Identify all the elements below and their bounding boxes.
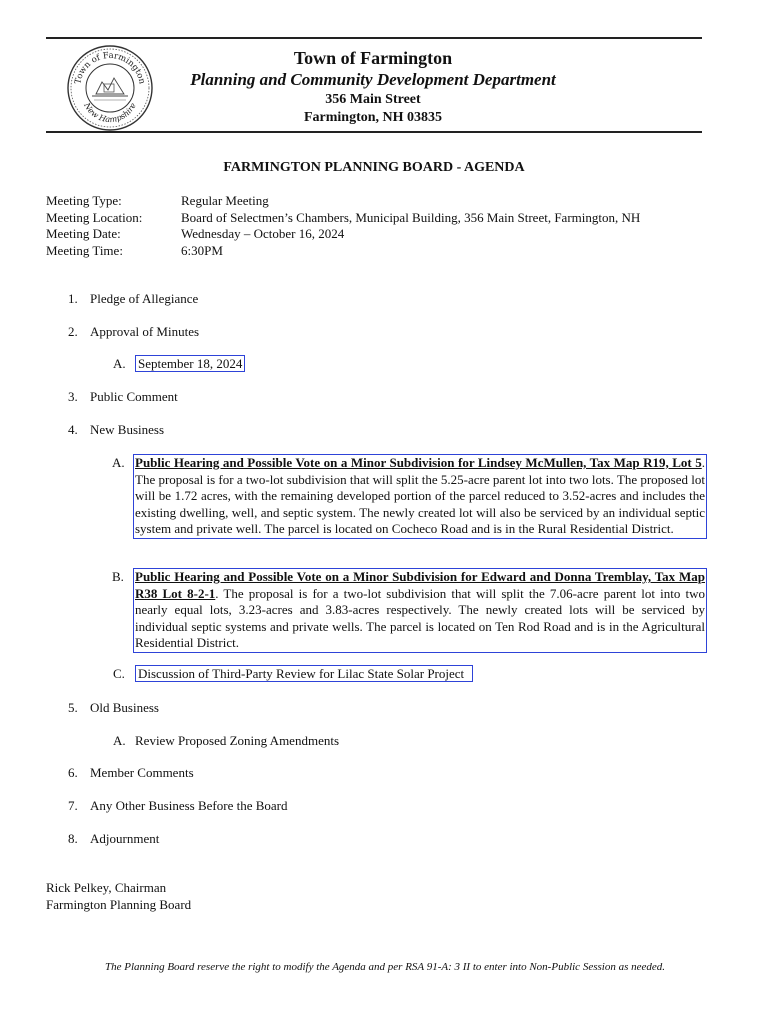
agenda-item-new-business (68, 422, 164, 439)
svg-text:New Hampshire: New Hampshire (82, 101, 138, 125)
item-number: 1. (68, 291, 78, 306)
item-number: 3. (68, 389, 78, 404)
meeting-type-value: Regular Meeting (181, 193, 269, 208)
item-number: 6. (68, 765, 78, 780)
agenda-item-other-business (68, 798, 288, 815)
item-text: Approval of Minutes (90, 324, 200, 339)
item-number: 7. (68, 798, 78, 813)
document-header (150, 47, 596, 127)
meeting-location-value: Board of Selectmen’s Chambers, Municipal Building, 356 Main Street, Farmington, NH (181, 209, 641, 225)
meeting-time-label: Meeting Time: (46, 242, 123, 258)
item-text: Old Business (90, 700, 159, 715)
agenda-item-pledge (68, 291, 198, 308)
subdivision-mcmullen-heading: Public Hearing and Possible Vote on a Minor Subdivision for Lindsey McMullen, Tax Map R19, Lot 5 (135, 455, 702, 470)
meeting-date-value: Wednesday – October 16, 2024 (181, 226, 345, 241)
item-number: 8. (68, 831, 78, 846)
town-seal-logo (66, 44, 154, 132)
header-bottom-rule (46, 131, 702, 133)
meeting-type-row (46, 193, 640, 210)
chairman-name: Rick Pelkey, Chairman (46, 880, 167, 895)
subitem-letter: A. (113, 733, 126, 748)
solar-review-link[interactable]: Discussion of Third-Party Review for Lilac State Solar Project (135, 665, 473, 682)
subitem-text: Review Proposed Zoning Amendments (135, 733, 340, 748)
item-text: Any Other Business Before the Board (90, 798, 288, 813)
agenda-item-public-comment (68, 389, 178, 406)
meeting-time-row (46, 243, 640, 260)
meeting-info (46, 193, 640, 259)
item-number: 5. (68, 700, 78, 715)
town-name: Town of Farmington (293, 48, 453, 68)
meeting-time-value: 6:30PM (181, 242, 223, 258)
item-number: 4. (68, 422, 78, 437)
item-text: New Business (90, 422, 165, 437)
subdivision-tremblay-description: . The proposal is for a two-lot subdivision that will split the 7.06-acre parent lot into two nearly equal lots, 3.23-acres and 3.83-acres respectively. The newly created lots will be serviced by individual septic systems and private wells. The parcel is located on Ten Rod Road and is in the Agricultural Residential District. (135, 585, 705, 650)
item-text: Adjournment (90, 831, 160, 846)
agenda-subitem-zoning (113, 733, 339, 750)
city-address: Farmington, NH 03835 (303, 110, 443, 125)
subdivision-tremblay-heading: Public Hearing and Possible Vote on a Minor Subdivision for Edward and Donna Tremblay, Tax Map R38 Lot 8-2-1 (135, 569, 705, 601)
subdivision-mcmullen-description: . The proposal is for a two-lot subdivision that will split the 5.25-acre parent lot into two lots. The proposed lot will be 1.72 acres, with the remaining developed portion of the parcel reduced to 3.52-acres and includes the existing dwelling, well, and septic system. The newly created lot will also be serviced by an individual septic system and private well. The parcel is located on Cocheco Road and is in the Rural Residential District. (135, 455, 705, 536)
subitem-letter: C. (113, 666, 125, 681)
agenda-item-member-comments (68, 765, 194, 782)
subdivision-mcmullen-link[interactable] (112, 454, 707, 539)
item-number: 2. (68, 324, 78, 339)
agenda-item-minutes (68, 324, 199, 341)
item-text: Member Comments (90, 765, 194, 780)
meeting-location-row (46, 210, 640, 227)
agenda-title: FARMINGTON PLANNING BOARD - AGENDA (223, 160, 525, 175)
subitem-letter: B. (112, 569, 124, 584)
meeting-location-label: Meeting Location: (46, 209, 143, 225)
subitem-letter: A. (113, 356, 126, 371)
agenda-item-old-business (68, 700, 159, 717)
item-text: Public Comment (90, 389, 178, 404)
agenda-item-adjournment (68, 831, 159, 848)
agenda-subitem-solar-review (113, 666, 473, 683)
meeting-type-label: Meeting Type: (46, 193, 122, 208)
board-name: Farmington Planning Board (46, 897, 192, 912)
footer-note: The Planning Board reserve the right to modify the Agenda and per RSA 91-A: 3 II to enter into Non-Public Session as needed. (105, 961, 665, 973)
signature-block (46, 879, 191, 913)
meeting-date-label: Meeting Date: (46, 226, 121, 241)
street-address: 356 Main Street (325, 92, 421, 107)
subdivision-tremblay-link[interactable] (112, 568, 707, 653)
meeting-date-row (46, 226, 640, 243)
agenda-subitem-minutes-date (113, 356, 245, 373)
subitem-letter: A. (112, 455, 125, 470)
svg-text:Town of Farmington: Town of Farmington (73, 50, 147, 85)
header-top-rule (46, 37, 702, 39)
department-name: Planning and Community Development Department (190, 70, 556, 89)
item-text: Pledge of Allegiance (90, 291, 199, 306)
minutes-date-link[interactable]: September 18, 2024 (135, 355, 245, 372)
